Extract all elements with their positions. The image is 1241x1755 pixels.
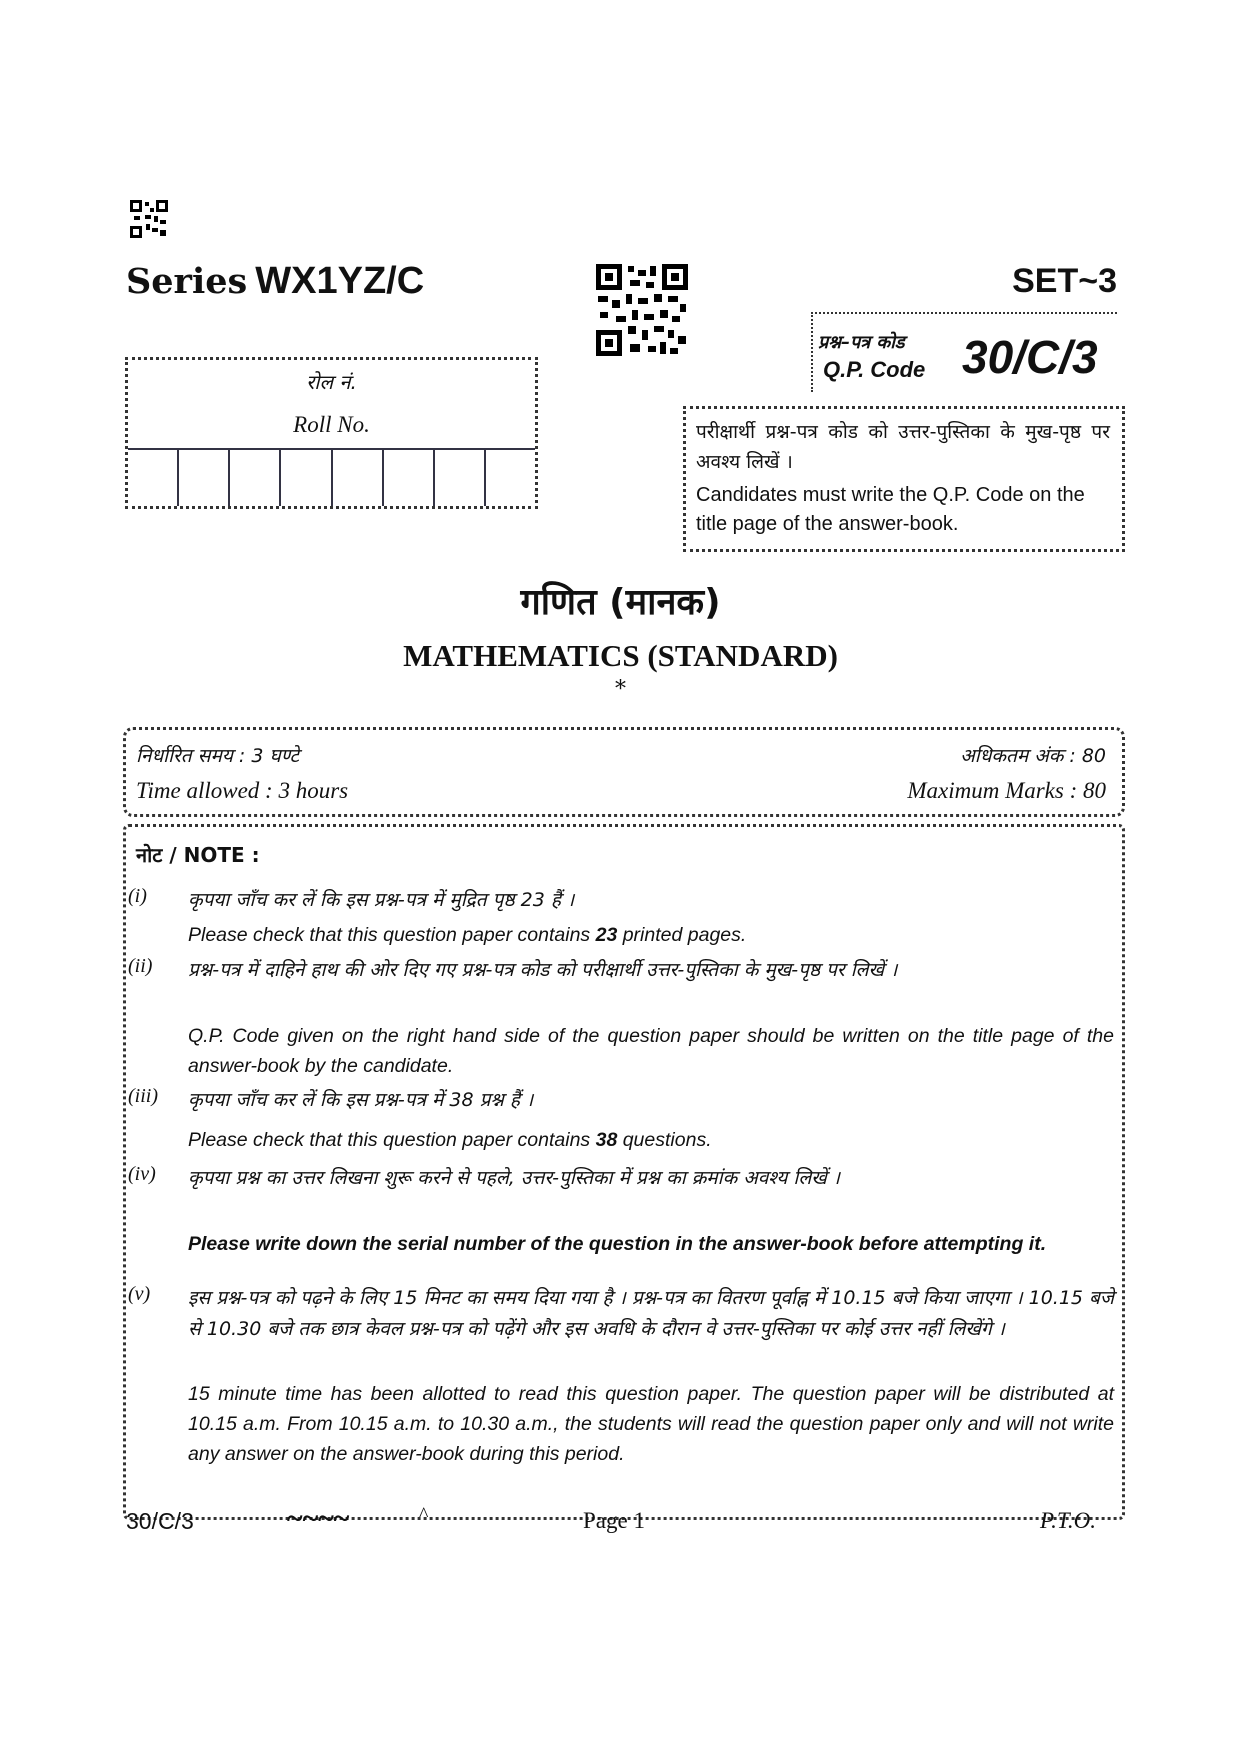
- page-number: Page 1: [583, 1508, 645, 1533]
- footer-tilde: ~~~~: [287, 1502, 350, 1535]
- time-allowed: Time allowed : 3 hours: [136, 778, 349, 803]
- page-count: 23: [595, 924, 618, 946]
- note-item-english: Please write down the serial number of the question in the answer-book before attempting it.: [188, 1233, 1047, 1255]
- maximum-marks-hindi: अधिकतम अंक : 80: [960, 745, 1106, 767]
- roll-cell[interactable]: [179, 450, 230, 506]
- page-footer: [0, 1502, 1241, 1548]
- roll-number-cells: [128, 448, 535, 506]
- footer-caret: ^: [419, 1504, 429, 1526]
- qr-code-icon: [596, 264, 688, 356]
- candidate-instruction: Candidates must write the Q.P. Code on the title page of the answer-book.: [696, 484, 1085, 535]
- roll-cell[interactable]: [384, 450, 435, 506]
- note-item-hindi: इस प्रश्न-पत्र को पढ़ने के लिए 15 मिनट का समय दिया गया है । प्रश्न-पत्र का वितरण पूर्वाह्न में 10.15 बजे किया जाएगा । 10.15 बजे से 10.30 बजे तक छात्र केवल प्रश्न-पत्र को पढ़ेंगे और इस अवधि के दौरान वे उत्तर-पुस्तिका पर कोई उत्तर नहीं लिखेंगे ।: [188, 1287, 1114, 1340]
- note-text: Please check that this question paper contains: [188, 924, 596, 946]
- set-number: SET~3: [1012, 262, 1117, 300]
- note-heading: नोट / NOTE :: [136, 843, 260, 867]
- roll-cell[interactable]: [281, 450, 332, 506]
- series: [126, 260, 424, 303]
- note-item-hindi: कृपया जाँच कर लें कि इस प्रश्न-पत्र में मुद्रित पृष्ठ 23 हैं ।: [188, 889, 575, 911]
- roll-label: Roll No.: [293, 412, 370, 437]
- please-turn-over: P.T.O.: [1040, 1508, 1097, 1533]
- roll-cell[interactable]: [486, 450, 535, 506]
- note-item-hindi: कृपया प्रश्न का उत्तर लिखना शुरू करने से पहले, उत्तर-पुस्तिका में प्रश्न का क्रमांक अवश्य लिखें ।: [188, 1167, 840, 1189]
- series-code: WX1YZ/C: [255, 260, 425, 302]
- roll-cell[interactable]: [230, 450, 281, 506]
- note-item-hindi: कृपया जाँच कर लें कि इस प्रश्न-पत्र में 38 प्रश्न हैं ।: [188, 1089, 534, 1111]
- note-item-number: (v): [128, 1283, 151, 1305]
- note-text: Please check that this question paper contains: [188, 1129, 596, 1151]
- roll-cell[interactable]: [128, 450, 179, 506]
- note-item-english: [188, 920, 1114, 950]
- note-text: printed pages.: [617, 924, 747, 946]
- qp-code-label-hindi: प्रश्न–पत्र कोड: [818, 332, 905, 353]
- note-item-english: 15 minute time has been allotted to read this question paper. The question paper will be distributed at 10.15 a.m. From 10.15 a.m. to 10.30 a.m., the students will read the question paper only and will not write any answer on the answer-book during this period.: [188, 1383, 1114, 1465]
- roll-number-box: [125, 357, 538, 509]
- series-label: Series: [126, 261, 248, 302]
- title-asterisk: *: [615, 677, 626, 702]
- candidate-instruction-hindi: परीक्षार्थी प्रश्न-पत्र कोड को उत्तर-पुस्तिका के मुख-पृष्ठ पर अवश्य लिखें ।: [696, 421, 1110, 473]
- subject-title-hindi: गणित (मानक): [520, 582, 721, 623]
- question-count: 38: [595, 1129, 618, 1151]
- maximum-marks: Maximum Marks : 80: [907, 778, 1106, 803]
- qr-code-small-icon: [130, 200, 168, 238]
- roll-cell[interactable]: [333, 450, 384, 506]
- note-text: questions.: [617, 1129, 712, 1151]
- footer-qp-code: 30/C/3: [126, 1508, 194, 1534]
- note-item-english: Q.P. Code given on the right hand side of the question paper should be written on the title page of the answer-book by the candidate.: [188, 1025, 1114, 1077]
- note-box: [123, 824, 1125, 1520]
- note-item-hindi: प्रश्न-पत्र में दाहिने हाथ की ओर दिए गए प्रश्न-पत्र कोड को परीक्षार्थी उत्तर-पुस्तिका के मुख-पृष्ठ पर लिखें ।: [188, 959, 898, 981]
- subject-title: MATHEMATICS (STANDARD): [403, 638, 838, 673]
- note-item-number: (iii): [128, 1085, 158, 1107]
- time-allowed-hindi: निर्धारित समय : 3 घण्टे: [136, 745, 300, 767]
- roll-cell[interactable]: [435, 450, 486, 506]
- qp-code-label: Q.P. Code: [823, 357, 926, 382]
- candidate-instruction-box: [683, 406, 1125, 552]
- note-item-english: [188, 1125, 1114, 1155]
- note-item-number: (iv): [128, 1163, 156, 1185]
- qp-code-value: 30/C/3: [962, 331, 1098, 383]
- time-marks-box: [123, 727, 1125, 817]
- roll-label-hindi: रोल नं.: [306, 370, 357, 394]
- note-item-number: (ii): [128, 955, 153, 977]
- note-item-number: (i): [128, 885, 147, 907]
